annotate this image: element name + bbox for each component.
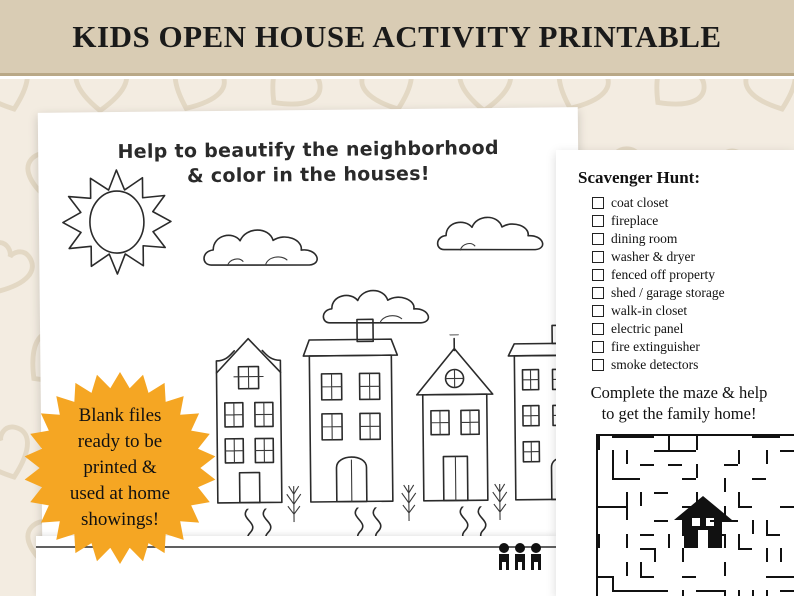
maze-wall (766, 548, 768, 562)
maze-wall (724, 478, 726, 492)
maze-wall (766, 576, 780, 578)
maze-wall (738, 492, 740, 506)
maze-wall (612, 478, 626, 480)
maze-wall (682, 478, 696, 480)
maze-wall (654, 548, 656, 562)
badge-line-5: showings! (80, 509, 160, 530)
maze-wall (682, 520, 684, 534)
checkbox-icon[interactable] (592, 197, 604, 209)
badge-line-1: Blank files (78, 405, 162, 426)
maze-wall (724, 590, 726, 596)
maze-wall (626, 436, 640, 438)
maze-caption-line-1: Complete the maze & help (590, 383, 768, 402)
promo-badge-text (22, 370, 218, 566)
heart-icon (628, 79, 727, 133)
maze-wall (780, 548, 782, 562)
maze-wall (640, 492, 642, 506)
maze-wall (640, 576, 654, 578)
maze-wall (612, 590, 626, 592)
maze-wall (654, 590, 668, 592)
scavenger-hunt-item (592, 194, 725, 212)
maze-wall (710, 520, 724, 522)
shrub-illustration (400, 477, 418, 521)
scavenger-hunt-item (592, 266, 725, 284)
maze-wall (766, 534, 780, 536)
family-figures-illustration (494, 540, 556, 582)
maze-wall (640, 464, 654, 466)
maze-wall (682, 548, 684, 562)
scavenger-hunt-sheet (556, 150, 794, 596)
maze-wall (612, 436, 626, 438)
maze-wall (780, 450, 794, 452)
maze-wall (654, 450, 668, 452)
house-illustration (295, 315, 407, 522)
maze-wall (682, 534, 696, 536)
maze-wall (598, 506, 612, 508)
maze-wall (696, 492, 698, 506)
maze-wall (626, 492, 628, 506)
badge-line-3: printed & (83, 457, 157, 478)
maze-wall (598, 436, 600, 450)
badge-line-2: ready to be (77, 431, 163, 452)
scavenger-hunt-item (592, 302, 725, 320)
maze-wall (738, 534, 740, 548)
maze-wall (626, 534, 628, 548)
checkbox-icon[interactable] (592, 251, 604, 263)
maze-wall (724, 506, 726, 520)
house-illustration (406, 334, 504, 521)
maze-wall (682, 590, 684, 596)
maze-wall (752, 590, 754, 596)
maze-wall (668, 450, 682, 452)
maze-wall (738, 590, 740, 596)
scavenger-hunt-item (592, 356, 725, 374)
maze-wall (766, 436, 780, 438)
maze-wall (696, 590, 710, 592)
maze-wall (766, 520, 768, 534)
maze-wall (766, 590, 768, 596)
scavenger-hunt-item (592, 320, 725, 338)
maze-wall (612, 450, 614, 464)
checkbox-icon[interactable] (592, 323, 604, 335)
maze-wall (640, 562, 642, 576)
maze-wall (724, 520, 738, 522)
checkbox-icon[interactable] (592, 233, 604, 245)
maze-caption (564, 382, 794, 424)
maze-wall (654, 492, 668, 494)
maze-wall (640, 436, 654, 438)
promo-badge (22, 370, 218, 566)
maze-wall (612, 464, 614, 478)
maze-wall (682, 576, 696, 578)
scavenger-hunt-title: Scavenger Hunt: (578, 168, 700, 187)
page-title: KIDS OPEN HOUSE ACTIVITY PRINTABLE (72, 18, 722, 54)
checkbox-icon[interactable] (592, 215, 604, 227)
scavenger-hunt-item (592, 284, 725, 302)
maze-wall (738, 450, 740, 464)
scavenger-hunt-item-label: washer & dryer (611, 249, 695, 264)
cloud-illustration (199, 220, 330, 277)
maze-wall (668, 436, 670, 450)
maze-wall (612, 506, 626, 508)
maze-wall (696, 436, 698, 450)
maze-wall (640, 534, 654, 536)
maze-wall (654, 520, 668, 522)
maze-wall (738, 548, 752, 550)
heart-icon (728, 79, 794, 129)
checkbox-icon[interactable] (592, 359, 604, 371)
coloring-heading-line-1: Help to beautify the neighborhood (117, 137, 499, 164)
maze-caption-line-2: to get the family home! (601, 404, 757, 423)
maze-wall (640, 548, 654, 550)
maze-wall (710, 534, 724, 536)
maze-wall (626, 562, 628, 576)
cloud-illustration (434, 207, 555, 260)
scavenger-hunt-item-label: shed / garage storage (611, 285, 725, 300)
scavenger-hunt-item-label: dining room (611, 231, 678, 246)
maze-wall (598, 576, 612, 578)
maze-wall (626, 590, 640, 592)
maze-wall (696, 506, 710, 508)
checkbox-icon[interactable] (592, 269, 604, 281)
maze-wall (668, 464, 682, 466)
scavenger-hunt-item-label: electric panel (611, 321, 684, 336)
maze-wall (724, 562, 726, 576)
header-banner (0, 0, 794, 76)
scavenger-hunt-item-label: fire extinguisher (611, 339, 700, 354)
checkbox-icon[interactable] (592, 287, 604, 299)
maze-wall (626, 478, 640, 480)
maze-wall (780, 506, 794, 508)
maze-wall (682, 450, 696, 452)
badge-line-4: used at home (69, 483, 171, 504)
scavenger-hunt-item-label: fireplace (611, 213, 659, 228)
maze-wall (752, 436, 766, 438)
scavenger-hunt-item-label: fenced off property (611, 267, 715, 282)
maze-wall (682, 506, 696, 508)
maze-wall (626, 506, 628, 520)
maze-wall (668, 534, 670, 548)
scavenger-hunt-item (592, 212, 725, 230)
maze-wall (752, 478, 766, 480)
scavenger-hunt-list (592, 194, 725, 374)
maze-illustration (596, 434, 794, 596)
scavenger-hunt-item (592, 230, 725, 248)
sun-illustration (56, 161, 177, 282)
scavenger-hunt-item-label: walk-in closet (611, 303, 688, 318)
maze-wall (696, 464, 698, 478)
maze-wall (710, 590, 724, 592)
maze-wall (780, 576, 794, 578)
maze-wall (612, 576, 614, 590)
maze-wall (752, 520, 754, 534)
maze-wall (766, 450, 768, 464)
maze-wall (724, 534, 726, 548)
checkbox-icon[interactable] (592, 305, 604, 317)
scavenger-hunt-item (592, 338, 725, 356)
maze-wall (724, 464, 738, 466)
maze-wall (598, 534, 600, 548)
maze-wall (738, 506, 752, 508)
maze-wall (626, 450, 628, 464)
checkbox-icon[interactable] (592, 341, 604, 353)
scavenger-hunt-item-label: smoke detectors (611, 357, 699, 372)
scavenger-hunt-item (592, 248, 725, 266)
maze-wall (640, 590, 654, 592)
maze-wall (780, 590, 794, 592)
scavenger-hunt-item-label: coat closet (611, 195, 669, 210)
coloring-heading-line-2: & color in the houses! (186, 162, 430, 188)
